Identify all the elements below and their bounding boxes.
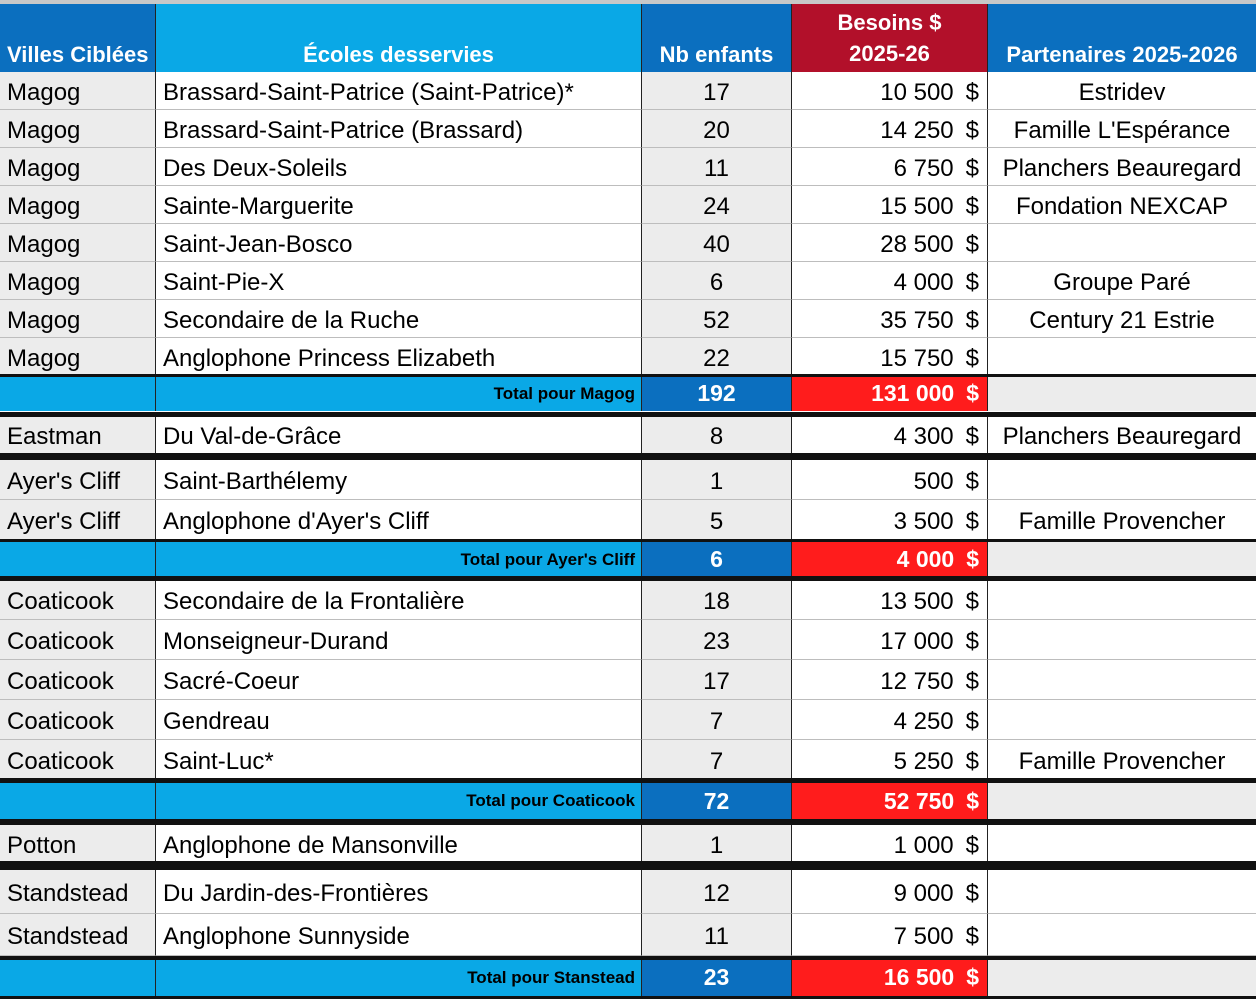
cell-ville[interactable]: Magog <box>0 186 156 224</box>
cell-ville[interactable]: Magog <box>0 338 156 376</box>
cell-besoin[interactable] <box>792 580 988 620</box>
amount: 15 750 <box>880 344 954 372</box>
cell-partenaire[interactable] <box>988 824 1256 864</box>
table-row <box>0 72 1256 110</box>
currency-symbol: $ <box>965 831 979 859</box>
amount: 17 000 <box>880 627 954 655</box>
currency-symbol: $ <box>965 422 979 450</box>
amount: 12 750 <box>880 667 954 695</box>
cell-ecole[interactable]: Du Val-de-Grâce <box>156 416 642 454</box>
cell-ville[interactable]: Magog <box>0 224 156 262</box>
cell-ecole[interactable]: Brassard-Saint-Patrice (Brassard) <box>156 110 642 148</box>
currency-symbol: $ <box>965 78 979 106</box>
cell-nb-enfants[interactable]: 1 <box>642 824 792 864</box>
section-separator <box>0 819 1256 825</box>
cell-ecole[interactable]: Du Jardin-des-Frontières <box>156 870 642 914</box>
cell-nb-enfants[interactable]: 24 <box>642 186 792 224</box>
amount: 500 <box>913 467 954 495</box>
table-row <box>0 148 1256 186</box>
cell-ecole[interactable]: Anglophone d'Ayer's Cliff <box>156 500 642 540</box>
cell-nb-enfants[interactable]: 17 <box>642 72 792 110</box>
cell-ville[interactable]: Standstead <box>0 914 156 956</box>
table-row <box>0 824 1256 864</box>
cell-ville[interactable]: Magog <box>0 110 156 148</box>
section-separator <box>0 576 1256 581</box>
cell-partenaire[interactable]: Century 21 Estrie <box>988 300 1256 338</box>
cell-total-nb-enfants[interactable]: 72 <box>642 782 792 820</box>
cell-total-blank[interactable] <box>0 959 156 996</box>
header-besoins-line2: 2025-26 <box>849 41 930 66</box>
cell-partenaire[interactable]: Fondation NEXCAP <box>988 186 1256 224</box>
cell-total-besoin[interactable] <box>792 541 988 578</box>
currency-symbol: $ <box>965 116 979 144</box>
cell-nb-enfants[interactable]: 23 <box>642 620 792 660</box>
cell-total-blank[interactable] <box>0 782 156 820</box>
cell-nb-enfants[interactable]: 7 <box>642 700 792 740</box>
cell-nb-enfants[interactable]: 12 <box>642 870 792 914</box>
total-row <box>0 959 1256 996</box>
cell-nb-enfants[interactable]: 22 <box>642 338 792 376</box>
table-row <box>0 338 1256 376</box>
cell-partenaire[interactable]: Famille Provencher <box>988 740 1256 780</box>
cell-besoin[interactable] <box>792 186 988 224</box>
cell-nb-enfants[interactable]: 8 <box>642 416 792 454</box>
cell-ecole[interactable]: Brassard-Saint-Patrice (Saint-Patrice)* <box>156 72 642 110</box>
section-separator <box>0 778 1256 783</box>
amount: 13 500 <box>880 587 954 615</box>
currency-symbol: $ <box>965 747 979 775</box>
amount: 7 500 <box>893 922 954 950</box>
amount: 10 500 <box>880 78 954 106</box>
cell-besoin[interactable] <box>792 500 988 540</box>
amount: 52 750 <box>883 787 955 814</box>
currency-symbol: $ <box>965 154 979 182</box>
header-villes[interactable]: Villes Ciblées <box>0 4 156 72</box>
cell-ville[interactable]: Magog <box>0 262 156 300</box>
cell-besoin[interactable] <box>792 660 988 700</box>
cell-total-nb-enfants[interactable]: 23 <box>642 959 792 996</box>
header-partenaires[interactable]: Partenaires 2025-2026 <box>988 4 1256 72</box>
amount: 28 500 <box>880 230 954 258</box>
table-row <box>0 460 1256 500</box>
cell-ville[interactable]: Eastman <box>0 416 156 454</box>
section-separator <box>0 453 1256 460</box>
currency-symbol: $ <box>965 922 979 950</box>
money-value <box>880 628 979 656</box>
cell-nb-enfants[interactable]: 6 <box>642 262 792 300</box>
cell-total-nb-enfants[interactable]: 6 <box>642 541 792 578</box>
section-separator <box>0 861 1256 870</box>
money-value <box>894 880 979 908</box>
cell-ville[interactable]: Coaticook <box>0 740 156 780</box>
money-value <box>880 588 979 616</box>
table-row <box>0 300 1256 338</box>
money-value <box>894 155 979 183</box>
cell-nb-enfants[interactable]: 18 <box>642 580 792 620</box>
currency-symbol: $ <box>965 707 979 735</box>
money-value <box>871 380 979 407</box>
cell-ecole[interactable]: Anglophone Sunnyside <box>156 914 642 956</box>
cell-ecole[interactable]: Des Deux-Soleils <box>156 148 642 186</box>
cell-partenaire[interactable] <box>988 700 1256 740</box>
cell-besoin[interactable] <box>792 914 988 956</box>
cell-partenaire[interactable]: Groupe Paré <box>988 262 1256 300</box>
table-row <box>0 416 1256 454</box>
amount: 3 500 <box>893 507 954 535</box>
cell-partenaire[interactable]: Planchers Beauregard <box>988 148 1256 186</box>
cell-besoin[interactable] <box>792 148 988 186</box>
currency-symbol: $ <box>965 306 979 334</box>
cell-partenaire[interactable] <box>988 580 1256 620</box>
cell-ville[interactable]: Ayer's Cliff <box>0 460 156 500</box>
cell-nb-enfants[interactable]: 5 <box>642 500 792 540</box>
cell-besoin[interactable] <box>792 110 988 148</box>
cell-besoin[interactable] <box>792 224 988 262</box>
amount: 4 300 <box>893 422 954 450</box>
cell-ecole[interactable]: Anglophone Princess Elizabeth <box>156 338 642 376</box>
cell-ville[interactable]: Coaticook <box>0 660 156 700</box>
currency-symbol: $ <box>965 507 979 535</box>
amount: 1 000 <box>893 831 954 859</box>
table-row <box>0 914 1256 956</box>
money-value <box>894 269 979 297</box>
table-row <box>0 110 1256 148</box>
amount: 35 750 <box>880 306 954 334</box>
total-row <box>0 541 1256 578</box>
currency-symbol: $ <box>965 667 979 695</box>
cell-ecole[interactable]: Saint-Pie-X <box>156 262 642 300</box>
cell-besoin[interactable] <box>792 300 988 338</box>
money-value <box>914 468 979 496</box>
cell-ecole[interactable]: Gendreau <box>156 700 642 740</box>
cell-total-partenaire-blank[interactable] <box>988 959 1256 996</box>
amount: 4 000 <box>893 268 954 296</box>
cell-partenaire[interactable] <box>988 914 1256 956</box>
table-row <box>0 700 1256 740</box>
money-value <box>894 923 979 951</box>
cell-ville[interactable]: Magog <box>0 72 156 110</box>
cell-ville[interactable]: Magog <box>0 300 156 338</box>
cell-besoin[interactable] <box>792 870 988 914</box>
amount: 15 500 <box>880 192 954 220</box>
cell-partenaire[interactable] <box>988 224 1256 262</box>
table-row <box>0 660 1256 700</box>
cell-total-blank[interactable] <box>0 376 156 411</box>
cell-ville[interactable]: Ayer's Cliff <box>0 500 156 540</box>
currency-symbol: $ <box>965 587 979 615</box>
cell-ecole[interactable]: Secondaire de la Frontalière <box>156 580 642 620</box>
currency-symbol: $ <box>966 964 979 990</box>
cell-ville[interactable]: Standstead <box>0 870 156 914</box>
cell-nb-enfants[interactable]: 52 <box>642 300 792 338</box>
cell-ville[interactable]: Potton <box>0 824 156 864</box>
currency-symbol: $ <box>966 546 979 572</box>
money-value <box>880 668 979 696</box>
cell-nb-enfants[interactable]: 20 <box>642 110 792 148</box>
currency-symbol: $ <box>966 380 979 406</box>
cell-partenaire[interactable] <box>988 338 1256 376</box>
money-value <box>880 79 979 107</box>
cell-ville[interactable]: Magog <box>0 148 156 186</box>
cell-partenaire[interactable]: Famille L'Espérance <box>988 110 1256 148</box>
cell-besoin[interactable] <box>792 416 988 454</box>
total-row <box>0 782 1256 820</box>
header-row <box>0 4 1256 72</box>
money-value <box>880 307 979 335</box>
money-value <box>897 546 979 573</box>
money-value <box>894 832 979 860</box>
cell-total-besoin[interactable] <box>792 782 988 820</box>
table-row <box>0 224 1256 262</box>
amount: 16 500 <box>883 964 955 990</box>
section-separator <box>0 539 1256 542</box>
cell-ville[interactable]: Coaticook <box>0 580 156 620</box>
currency-symbol: $ <box>965 230 979 258</box>
currency-symbol: $ <box>965 467 979 495</box>
money-value <box>880 193 979 221</box>
cell-nb-enfants[interactable]: 7 <box>642 740 792 780</box>
cell-besoin[interactable] <box>792 460 988 500</box>
cell-total-label[interactable]: Total pour Magog <box>156 376 642 411</box>
cell-total-besoin[interactable] <box>792 376 988 411</box>
cell-besoin[interactable] <box>792 700 988 740</box>
table-row <box>0 580 1256 620</box>
cell-ville[interactable]: Coaticook <box>0 620 156 660</box>
cell-partenaire[interactable]: Famille Provencher <box>988 500 1256 540</box>
cell-ecole[interactable]: Monseigneur-Durand <box>156 620 642 660</box>
section-separator <box>0 956 1256 960</box>
money-value <box>894 423 979 451</box>
cell-nb-enfants[interactable]: 11 <box>642 148 792 186</box>
cell-ecole[interactable]: Saint-Barthélemy <box>156 460 642 500</box>
cell-besoin[interactable] <box>792 620 988 660</box>
amount: 14 250 <box>880 116 954 144</box>
cell-total-partenaire-blank[interactable] <box>988 541 1256 578</box>
cell-ecole[interactable]: Saint-Jean-Bosco <box>156 224 642 262</box>
cell-ecole[interactable]: Anglophone de Mansonville <box>156 824 642 864</box>
header-nb-enfants[interactable]: Nb enfants <box>642 4 792 72</box>
amount: 4 250 <box>893 707 954 735</box>
cell-total-besoin[interactable] <box>792 959 988 996</box>
cell-total-partenaire-blank[interactable] <box>988 376 1256 411</box>
section-separator <box>0 374 1256 377</box>
cell-total-label[interactable]: Total pour Coaticook <box>156 782 642 820</box>
currency-symbol: $ <box>965 879 979 907</box>
section-separator <box>0 412 1256 417</box>
money-value <box>884 788 979 815</box>
cell-partenaire[interactable] <box>988 870 1256 914</box>
header-besoins-line1: Besoins $ <box>837 10 942 35</box>
cell-partenaire[interactable]: Planchers Beauregard <box>988 416 1256 454</box>
money-value <box>880 117 979 145</box>
amount: 131 000 <box>871 380 955 406</box>
cell-ecole[interactable]: Secondaire de la Ruche <box>156 300 642 338</box>
header-besoins[interactable] <box>792 4 988 72</box>
cell-besoin[interactable] <box>792 338 988 376</box>
cell-total-blank[interactable] <box>0 541 156 578</box>
table-row <box>0 870 1256 914</box>
amount: 5 250 <box>893 747 954 775</box>
cell-total-label[interactable]: Total pour Stanstead <box>156 959 642 996</box>
money-value <box>880 231 979 259</box>
cell-partenaire[interactable] <box>988 460 1256 500</box>
currency-symbol: $ <box>965 344 979 372</box>
cell-total-nb-enfants[interactable]: 192 <box>642 376 792 411</box>
cell-ecole[interactable]: Saint-Luc* <box>156 740 642 780</box>
total-row <box>0 376 1256 411</box>
cell-nb-enfants[interactable]: 1 <box>642 460 792 500</box>
cell-besoin[interactable] <box>792 824 988 864</box>
table-row <box>0 262 1256 300</box>
currency-symbol: $ <box>965 268 979 296</box>
cell-ville[interactable]: Coaticook <box>0 700 156 740</box>
currency-symbol: $ <box>965 627 979 655</box>
table-row <box>0 186 1256 224</box>
currency-symbol: $ <box>965 192 979 220</box>
cell-partenaire[interactable]: Estridev <box>988 72 1256 110</box>
money-value <box>894 508 979 536</box>
cell-besoin[interactable] <box>792 262 988 300</box>
amount: 9 000 <box>893 879 954 907</box>
money-value <box>880 345 979 373</box>
amount: 6 750 <box>893 154 954 182</box>
table-row <box>0 500 1256 540</box>
header-ecoles[interactable]: Écoles desservies <box>156 4 642 72</box>
cell-total-label[interactable]: Total pour Ayer's Cliff <box>156 541 642 578</box>
amount: 4 000 <box>896 546 955 572</box>
table-row <box>0 620 1256 660</box>
cell-besoin[interactable] <box>792 740 988 780</box>
money-value <box>894 708 979 736</box>
cell-nb-enfants[interactable]: 11 <box>642 914 792 956</box>
currency-symbol: $ <box>966 787 979 814</box>
cell-nb-enfants[interactable]: 17 <box>642 660 792 700</box>
money-value <box>884 964 979 991</box>
cell-besoin[interactable] <box>792 72 988 110</box>
cell-partenaire[interactable] <box>988 620 1256 660</box>
cell-ecole[interactable]: Sacré-Coeur <box>156 660 642 700</box>
money-value <box>894 748 979 776</box>
cell-total-partenaire-blank[interactable] <box>988 782 1256 820</box>
cell-partenaire[interactable] <box>988 660 1256 700</box>
cell-nb-enfants[interactable]: 40 <box>642 224 792 262</box>
table-row <box>0 740 1256 780</box>
cell-ecole[interactable]: Sainte-Marguerite <box>156 186 642 224</box>
